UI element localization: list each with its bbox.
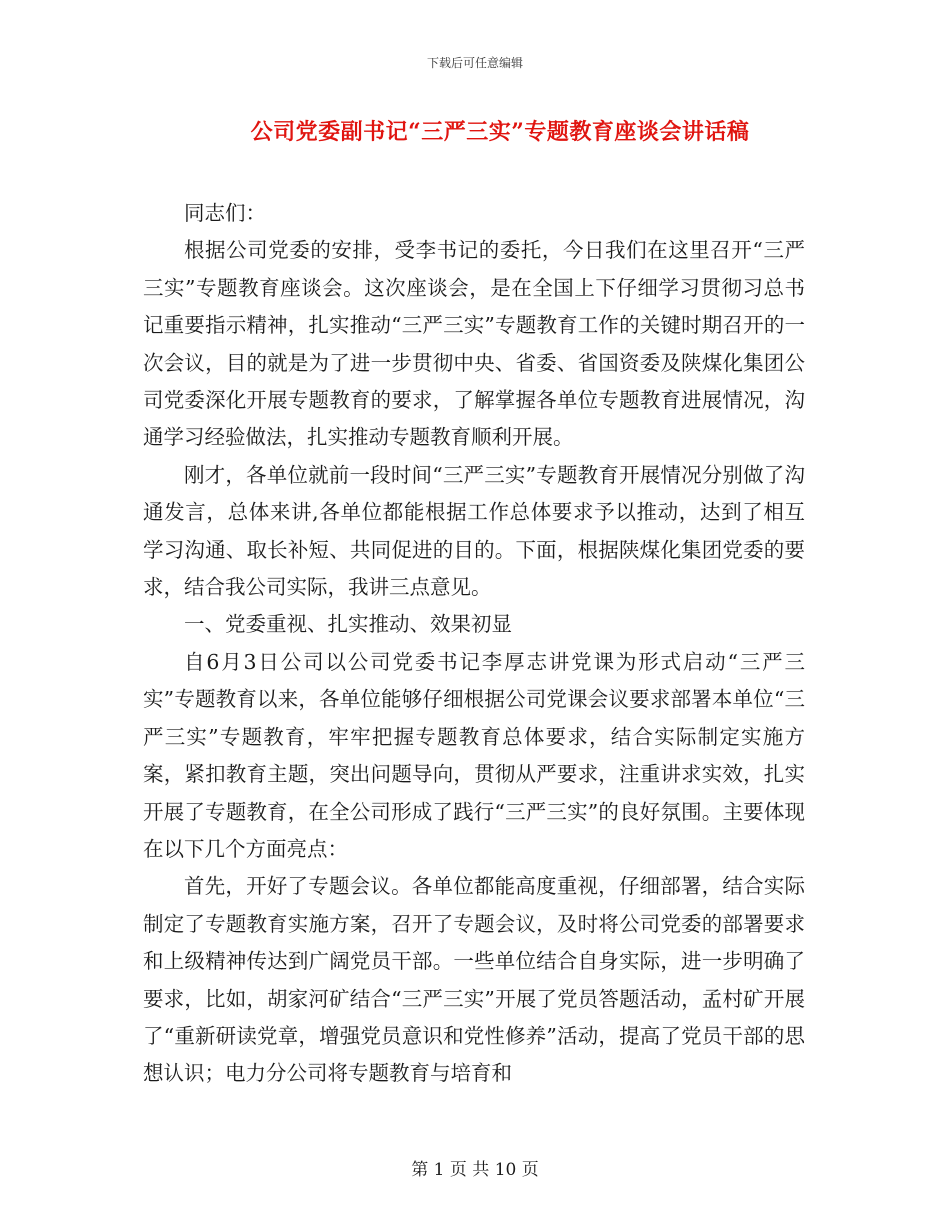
section-heading: 一、党委重视、扎实推动、效果初显 [184,612,512,637]
paragraph: 自6月3日公司以公司党委书记李厚志讲党课为形式启动“三严三实”专题教育以来，各单位能够仔细根据公司党课会议要求部署本单位“三严三实”专题教育，牢牢把握专题教育总体要求，结合实际制定实施方案，紧扣教育主题，突出问题导向，贯彻从严要求，注重讲求实效，扎实开展了专题教育，在全公司形成了践行“三严三实”的良好氛围。主要体现在以下几个方面亮点： [143,649,805,861]
paragraph: 首先，开好了专题会议。各单位都能高度重视，仔细部署，结合实际制定了专题教育实施方案，召开了专题会议，及时将公司党委的部署要求和上级精神传达到广阔党员干部。一些单位结合自身实际，进一步明确了要求，比如，胡家河矿结合“三严三实”开展了党员答题活动，孟村矿开展了“重新研读党章，增强党员意识和党性修养”活动，提高了党员干部的思想认识；电力分公司将专题教育与培育和 [143,874,805,1086]
paragraph: 刚才，各单位就前一段时间“三严三实”专题教育开展情况分别做了沟通发言，总体来讲,各单位都能根据工作总体要求予以推动，达到了相互学习沟通、取长补短、共同促进的目的。下面，根据陕煤化集团党委的要求，结合我公司实际，我讲三点意见。 [143,462,805,600]
page-header-note: 下载后可任意编辑 [426,56,523,70]
page-number: 第 1 页 共 10 页 [411,1160,539,1180]
document-title: 公司党委副书记“三严三实”专题教育座谈会讲话稿 [250,119,750,145]
paragraph: 根据公司党委的安排，受李书记的委托，今日我们在这里召开“三严三实”专题教育座谈会。这次座谈会，是在全国上下仔细学习贯彻习总书记重要指示精神，扎实推动“三严三实”专题教育工作的关键时期召开的一次会议，目的就是为了进一步贯彻中央、省委、省国资委及陕煤化集团公司党委深化开展专题教育的要求，了解掌握各单位专题教育进展情况，沟通学习经验做法，扎实推动专题教育顺利开展。 [143,238,805,450]
document-body [143,195,805,1093]
paragraph-salutation: 同志们： [184,201,266,225]
